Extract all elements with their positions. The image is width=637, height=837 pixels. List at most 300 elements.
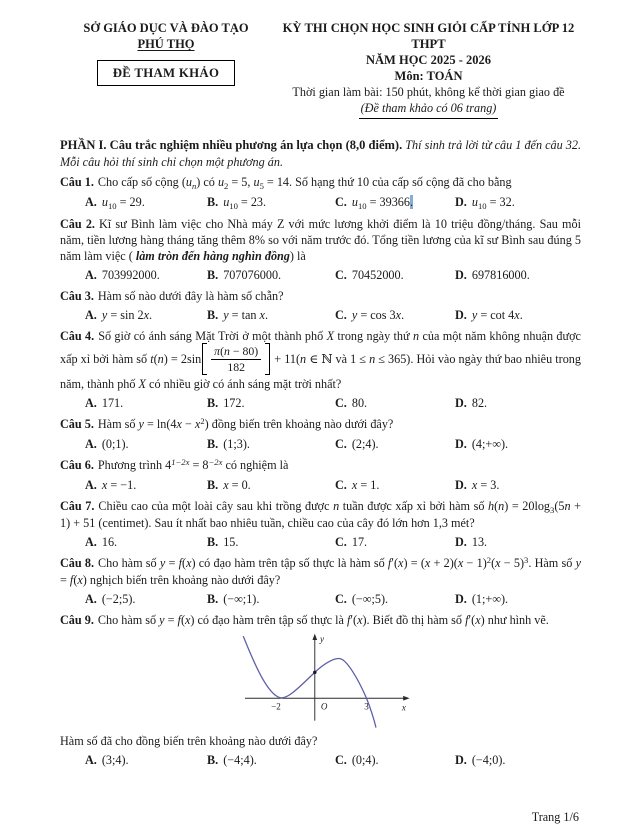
text-segment: (−2;5). xyxy=(101,592,136,606)
text-segment: ′( xyxy=(350,613,358,627)
text-segment: y xyxy=(159,613,165,627)
question-6-text xyxy=(98,458,289,472)
text-segment: 171. xyxy=(101,396,124,410)
text-segment: f xyxy=(346,613,351,627)
option-value xyxy=(223,268,281,282)
text-segment: n xyxy=(157,351,164,366)
text-segment: = cot 4 xyxy=(477,308,515,322)
option-value xyxy=(472,592,508,606)
text-segment: y xyxy=(223,308,229,322)
option-d xyxy=(455,394,581,412)
text-segment: = 32. xyxy=(486,195,515,209)
question-2 xyxy=(60,214,581,284)
option-c xyxy=(335,435,455,453)
option-value xyxy=(472,396,487,410)
text-segment: − 80) xyxy=(229,343,259,358)
option-letter: A. xyxy=(85,268,97,282)
text-segment: y xyxy=(159,556,166,570)
question-9-options xyxy=(60,751,581,769)
text-segment: Cho cấp số cộng ( xyxy=(97,175,186,189)
option-value xyxy=(472,753,506,767)
option-value xyxy=(102,437,129,451)
question-6 xyxy=(60,455,581,494)
text-segment: ′( xyxy=(468,613,476,627)
option-c xyxy=(335,266,455,284)
option-letter: D. xyxy=(455,592,467,606)
option-letter: B. xyxy=(207,478,219,492)
option-c xyxy=(335,394,455,412)
option-letter: D. xyxy=(455,195,467,209)
option-d xyxy=(455,266,581,284)
option-d xyxy=(455,751,581,769)
text-segment: 182 xyxy=(227,359,246,374)
text-segment: = 5, xyxy=(228,175,254,189)
text-segment: x xyxy=(223,478,229,492)
option-d xyxy=(455,590,581,608)
text-segment: ) = ( xyxy=(403,556,425,570)
text-segment: x xyxy=(143,308,150,322)
option-value xyxy=(352,195,413,209)
text-segment: = tan xyxy=(228,308,260,322)
option-c xyxy=(335,306,455,324)
text-segment: (−4;0). xyxy=(471,753,506,767)
y-axis-arrow xyxy=(312,634,317,640)
question-1-options xyxy=(60,193,581,212)
text-segment: = 29. xyxy=(116,195,145,209)
text-segment: ) = 20log xyxy=(504,499,551,513)
option-letter: D. xyxy=(455,753,467,767)
option-value xyxy=(223,437,250,451)
text-segment: = sin 2 xyxy=(107,308,144,322)
x-axis-arrow xyxy=(403,696,409,701)
question-7-options xyxy=(60,533,581,551)
option-value xyxy=(102,535,117,549)
question-9-prompt xyxy=(60,733,581,749)
option-a xyxy=(85,193,207,212)
text-segment: ( xyxy=(153,351,158,366)
option-d xyxy=(455,533,581,551)
text-segment: y xyxy=(138,417,144,431)
option-b xyxy=(207,533,335,551)
option-letter: D. xyxy=(455,396,467,410)
text-segment: ( xyxy=(73,573,78,587)
option-value xyxy=(352,437,379,451)
text-segment: Phương trình 4 xyxy=(97,458,172,472)
option-letter: C. xyxy=(335,478,347,492)
text-segment: ( xyxy=(494,499,499,513)
tick-minus-2: −2 xyxy=(270,701,281,712)
text-segment: (0;1). xyxy=(101,437,129,451)
text-segment: x xyxy=(259,308,265,322)
question-1-number: Câu 1. xyxy=(60,175,94,189)
option-value xyxy=(472,535,487,549)
text-segment: x xyxy=(475,613,481,627)
option-value xyxy=(223,478,251,492)
text-segment: 3 xyxy=(550,504,555,515)
text-segment: t xyxy=(150,351,154,366)
text-segment: Hàm số xyxy=(97,417,139,431)
text-segment: (2;4). xyxy=(351,437,379,451)
question-4-options xyxy=(60,394,581,412)
option-letter: B. xyxy=(207,268,219,282)
text-segment: . Hàm số xyxy=(528,556,576,570)
option-value xyxy=(102,753,129,767)
option-value xyxy=(223,753,257,767)
text-segment: trong ngày thứ xyxy=(334,329,413,343)
question-4-number: Câu 4. xyxy=(60,329,95,343)
page-count-note: (Đề tham khảo có 06 trang) xyxy=(276,100,581,119)
text-segment: (4;+∞). xyxy=(471,437,509,451)
question-8-options xyxy=(60,590,581,608)
text-segment: (3;4). xyxy=(101,753,129,767)
text-segment: = 23. xyxy=(237,195,267,209)
text-segment: 10 xyxy=(229,200,238,211)
option-b xyxy=(207,193,335,212)
text-segment: (1;+∞). xyxy=(471,592,509,606)
text-segment: (−4;4). xyxy=(223,753,257,767)
text-segment: x xyxy=(194,417,201,431)
text-segment: 82. xyxy=(471,396,488,410)
y-axis-label: y xyxy=(319,634,324,645)
option-value xyxy=(352,396,367,410)
text-segment: ) như hình vẽ. xyxy=(480,613,549,627)
exam-header xyxy=(60,20,581,119)
text-segment: x xyxy=(495,556,501,570)
text-segment: ) nghịch biến trên khoảng nào dưới đây? xyxy=(82,573,281,587)
question-6-number: Câu 6. xyxy=(60,458,94,472)
text-segment: + 11( xyxy=(271,351,301,366)
option-value xyxy=(472,437,508,451)
option-value xyxy=(352,308,404,322)
option-letter: D. xyxy=(455,437,467,451)
option-letter: A. xyxy=(85,195,97,209)
text-segment: n xyxy=(300,351,307,366)
text-segment: + 1) + 51 (centimet). Sau ít nhất bao nhiêu tuần, chiều cao của cây đó lớn hơn 1,3 mét? xyxy=(60,499,582,530)
text-segment: f xyxy=(177,613,181,627)
option-letter: D. xyxy=(455,478,467,492)
text-segment: −2x xyxy=(208,457,223,467)
option-c xyxy=(335,193,455,212)
text-segment: X xyxy=(326,329,335,343)
option-value xyxy=(102,592,136,606)
text-segment: Hàm số nào dưới đây là hàm số chẵn? xyxy=(97,289,284,303)
text-segment: x xyxy=(514,308,520,322)
text-segment: ) là xyxy=(289,249,306,263)
text-segment: f xyxy=(178,556,182,570)
duration: Thời gian làm bài: 150 phút, không kể thời gian giao đề xyxy=(292,85,565,99)
question-4 xyxy=(60,326,581,412)
option-a xyxy=(85,306,207,324)
text-segment: y xyxy=(471,308,478,322)
option-a xyxy=(85,476,207,494)
question-5-number: Câu 5. xyxy=(60,417,94,431)
text-segment: = 1. xyxy=(357,478,380,492)
option-value xyxy=(223,535,238,549)
text-segment: x xyxy=(185,613,191,627)
y-intercept-point xyxy=(313,671,316,674)
section-1-heading xyxy=(60,137,581,170)
option-letter: A. xyxy=(85,478,97,492)
text-segment: 3 xyxy=(524,555,529,565)
question-8-text xyxy=(60,556,581,587)
derivative-graph-figure xyxy=(70,631,581,731)
text-segment: x xyxy=(398,556,404,570)
text-segment: x xyxy=(176,417,182,431)
option-d xyxy=(455,435,581,453)
tick-3: 3 xyxy=(363,701,369,712)
option-letter: B. xyxy=(207,195,219,209)
text-segment: 2 xyxy=(224,180,229,191)
option-value xyxy=(223,195,266,209)
text-segment: X xyxy=(138,377,146,391)
text-segment: làm tròn đến hàng nghìn đồng xyxy=(135,249,290,263)
option-c xyxy=(335,476,455,494)
question-7-number: Câu 7. xyxy=(60,499,95,513)
option-b xyxy=(207,435,335,453)
text-segment: 5 xyxy=(259,180,264,191)
text-segment: f xyxy=(69,573,74,587)
text-segment: ( xyxy=(491,556,496,570)
text-segment: = 8 xyxy=(189,458,209,472)
option-letter: A. xyxy=(85,308,97,322)
text-segment: n xyxy=(369,351,376,366)
option-letter: C. xyxy=(335,308,347,322)
text-segment: ) có xyxy=(196,175,218,189)
text-segment: f xyxy=(465,613,469,627)
option-letter: D. xyxy=(455,268,467,282)
text-segment: 15. xyxy=(223,535,239,549)
page-footer xyxy=(60,810,581,825)
text-segment: x xyxy=(357,613,363,627)
option-letter: B. xyxy=(207,592,219,606)
header-right-block xyxy=(272,20,581,119)
text-segment: u xyxy=(223,195,230,209)
text-segment: u xyxy=(253,175,260,189)
text-segment: . xyxy=(264,308,268,322)
option-letter: C. xyxy=(335,195,347,209)
text-segment: x xyxy=(395,308,402,322)
text-segment: tuần được xấp xỉ bởi hàm số xyxy=(339,499,488,513)
section-1-title: PHẦN I. Câu trắc nghiệm nhiều phương án lựa chọn (8,0 điểm). xyxy=(60,138,403,152)
option-letter: D. xyxy=(455,535,467,549)
text-segment: Cho hàm số xyxy=(97,613,160,627)
option-b xyxy=(207,751,335,769)
option-a xyxy=(85,590,207,608)
text-segment: (5 xyxy=(554,499,565,513)
exam-type-box: ĐỀ THAM KHẢO xyxy=(97,60,235,86)
option-value xyxy=(352,592,388,606)
text-segment: của một năm không nhuận được xấp xỉ bởi hàm số xyxy=(60,329,581,366)
text-segment: x xyxy=(471,478,478,492)
option-value xyxy=(223,308,268,322)
department-name: SỞ GIÁO DỤC VÀ ĐÀO TẠO xyxy=(83,21,249,35)
text-segment: x xyxy=(101,478,108,492)
question-5 xyxy=(60,414,581,453)
text-segment: − 1) xyxy=(463,556,487,570)
question-9 xyxy=(60,610,581,769)
text-segment: 2 xyxy=(486,555,492,565)
text-segment: n xyxy=(333,499,340,513)
option-value xyxy=(352,478,380,492)
option-letter: A. xyxy=(85,592,97,606)
option-d xyxy=(455,476,581,494)
text-segment: h xyxy=(487,499,495,513)
option-a xyxy=(85,435,207,453)
question-1 xyxy=(60,172,581,212)
text-segment: u xyxy=(217,175,225,189)
option-b xyxy=(207,394,335,412)
option-value xyxy=(472,268,530,282)
text-segment: y xyxy=(575,556,581,570)
option-letter: B. xyxy=(207,308,219,322)
option-letter: C. xyxy=(335,753,347,767)
text-segment: n xyxy=(498,499,505,513)
text-segment: x xyxy=(351,478,358,492)
text-segment: Hàm số đã cho đồng biến trên khoảng nào dưới đây? xyxy=(60,734,318,748)
text-segment: 707076000. xyxy=(223,268,282,282)
school-year: NĂM HỌC 2025 - 2026 xyxy=(366,53,491,67)
option-letter: D. xyxy=(455,308,467,322)
text-segment: (1;3). xyxy=(223,437,250,451)
text-segment: Chiều cao của một loài cây sau khi trồng được xyxy=(98,499,334,513)
text-segment: = ln(4 xyxy=(143,417,177,431)
option-letter: A. xyxy=(85,535,97,549)
question-3-text xyxy=(98,289,284,303)
text-segment: . xyxy=(401,308,405,322)
text-segment: ) có đạo hàm trên tập số thực là hàm số xyxy=(191,556,388,570)
option-letter: C. xyxy=(335,437,347,451)
text-segment: ) đồng biến trên khoảng nào dưới đây? xyxy=(204,417,394,431)
text-segment: = cos 3 xyxy=(357,308,396,322)
text-segment: ). Biết đồ thị hàm số xyxy=(362,613,466,627)
text-segment: Cho hàm số xyxy=(98,556,160,570)
text-segment: (−∞;5). xyxy=(351,592,389,606)
question-5-text xyxy=(98,417,393,431)
text-segment: x xyxy=(424,556,431,570)
option-letter: A. xyxy=(85,437,97,451)
option-value xyxy=(102,478,136,492)
text-segment: (0;4). xyxy=(351,753,379,767)
option-c xyxy=(335,751,455,769)
text-segment: u xyxy=(185,175,192,189)
option-value xyxy=(472,308,523,322)
option-value xyxy=(102,268,160,282)
text-segment: y xyxy=(101,308,108,322)
option-letter: B. xyxy=(207,535,219,549)
question-3-options xyxy=(60,306,581,324)
text-segment: n xyxy=(564,499,571,513)
text-segment: có nhiều giờ có ánh sáng mặt trời nhất? xyxy=(145,377,342,391)
question-8-number: Câu 8. xyxy=(60,556,95,570)
text-segment: ∈ ℕ và 1 ≤ xyxy=(306,351,370,366)
question-7-text xyxy=(60,499,581,530)
text-segment: Số giờ có ánh sáng Mặt Trời ở một thành phố xyxy=(98,329,327,343)
text-segment: (−∞;1). xyxy=(223,592,260,606)
option-letter: B. xyxy=(207,437,219,451)
option-value xyxy=(352,753,379,767)
text-segment: n xyxy=(191,180,197,191)
text-segment: 2 xyxy=(200,416,205,426)
option-letter: C. xyxy=(335,592,347,606)
text-segment: 70452000. xyxy=(351,268,404,282)
question-3 xyxy=(60,286,581,324)
question-7 xyxy=(60,496,581,551)
option-value xyxy=(472,195,515,209)
fraction xyxy=(207,345,265,374)
fraction-denominator xyxy=(227,360,245,374)
text-segment: = xyxy=(164,613,178,627)
text-segment: 17. xyxy=(351,535,368,549)
text-segment: − 5) xyxy=(500,556,525,570)
text-segment: ( xyxy=(180,613,185,627)
text-segment: 703992000. xyxy=(101,268,160,282)
text-segment: ′( xyxy=(391,556,399,570)
option-value xyxy=(102,308,152,322)
option-letter: B. xyxy=(207,753,219,767)
text-segment: u xyxy=(351,195,358,209)
text-segment: x xyxy=(77,573,83,587)
option-c xyxy=(335,590,455,608)
option-value xyxy=(472,478,500,492)
option-letter: C. xyxy=(335,268,347,282)
exam-title: KỲ THI CHỌN HỌC SINH GIỎI CẤP TỈNH LỚP 12 THPT xyxy=(282,21,575,51)
question-2-number: Câu 2. xyxy=(60,217,95,231)
option-c xyxy=(335,533,455,551)
option-letter: A. xyxy=(85,753,97,767)
option-b xyxy=(207,476,335,494)
question-5-options xyxy=(60,435,581,453)
text-segment: = 39366 xyxy=(366,195,410,209)
question-8 xyxy=(60,553,581,608)
text-segment: ( xyxy=(182,556,187,570)
text-segment: 10 xyxy=(107,200,117,211)
option-letter: C. xyxy=(335,535,347,549)
text-segment: . xyxy=(149,308,153,322)
option-a xyxy=(85,394,207,412)
text-segment: f xyxy=(387,556,392,570)
option-value xyxy=(223,396,244,410)
text-segment: = 3. xyxy=(477,478,500,492)
section-1-instructions: Thí sinh trả lời từ câu 1 đến câu 32. Mỗi câu hỏi thí sinh chỉ chọn một phương án. xyxy=(60,138,581,169)
option-b xyxy=(207,306,335,324)
option-value xyxy=(102,396,123,410)
question-6-options xyxy=(60,476,581,494)
fraction-numerator xyxy=(211,345,261,360)
subject: Môn: TOÁN xyxy=(394,69,463,83)
text-segment: 80. xyxy=(351,396,368,410)
option-letter: C. xyxy=(335,396,347,410)
text-segment: u xyxy=(471,195,478,209)
option-a xyxy=(85,533,207,551)
option-value xyxy=(223,592,259,606)
text-segment: x xyxy=(457,556,464,570)
text-segment: . xyxy=(519,308,523,322)
text-segment: n xyxy=(224,343,230,358)
option-value xyxy=(352,535,367,549)
text-segment: n xyxy=(413,329,420,343)
question-2-text xyxy=(60,217,581,263)
text-segment: = −1. xyxy=(107,478,137,492)
derivative-graph xyxy=(222,631,430,731)
question-9-text xyxy=(98,613,549,627)
text-segment: y xyxy=(351,308,358,322)
option-d xyxy=(455,306,581,324)
text-segment: = 0. xyxy=(228,478,251,492)
page-number: Trang 1/6 xyxy=(531,810,579,824)
fraction-expression xyxy=(202,343,270,375)
option-b xyxy=(207,266,335,284)
option-value xyxy=(352,268,404,282)
